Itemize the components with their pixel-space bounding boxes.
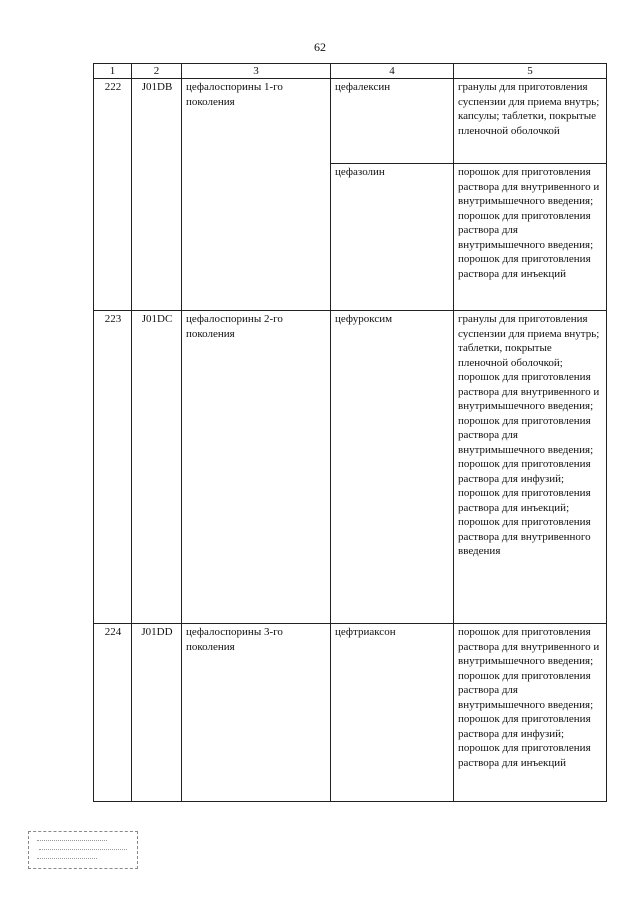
- stamp-box: [28, 831, 138, 869]
- atc-code: J01DB: [132, 79, 182, 311]
- page-number: 62: [314, 40, 326, 54]
- drug-group: цефалоспорины 2-го поколения: [182, 311, 331, 624]
- header-cell: 3: [182, 64, 331, 79]
- drug-table: [93, 63, 607, 802]
- table-row: [94, 624, 607, 802]
- header-row: [94, 64, 607, 79]
- atc-code: J01DC: [132, 311, 182, 624]
- drug-name: цефуроксим: [331, 311, 454, 624]
- header-cell: 2: [132, 64, 182, 79]
- row-number: 223: [94, 311, 132, 624]
- drug-name: цефтриаксон: [331, 624, 454, 802]
- header-cell: 1: [94, 64, 132, 79]
- dosage-form: гранулы для приготовления суспензии для приема внутрь; капсулы; таблетки, покрытые пленочной оболочкой: [454, 79, 607, 164]
- drug-group: цефалоспорины 1-го поколения: [182, 79, 331, 311]
- dosage-form: гранулы для приготовления суспензии для приема внутрь; таблетки, покрытые пленочной оболочкой; порошок для приготовления раствора для внутривенного и внутримышечного введения; порошок для приготовления раствора для внутримышечного введения; порошок для приготовления раствора для инфузий; порошок для приготовления раствора для инъекций; порошок для приготовления раствора для внутривенного введения: [454, 311, 607, 624]
- drug-name: цефазолин: [331, 164, 454, 311]
- row-number: 222: [94, 79, 132, 311]
- row-number: 224: [94, 624, 132, 802]
- header-cell: 4: [331, 64, 454, 79]
- atc-code: J01DD: [132, 624, 182, 802]
- table-row: [94, 311, 607, 624]
- drug-name: цефалексин: [331, 79, 454, 164]
- header-cell: 5: [454, 64, 607, 79]
- table-row: [94, 79, 607, 164]
- drug-group: цефалоспорины 3-го поколения: [182, 624, 331, 802]
- dosage-form: порошок для приготовления раствора для внутривенного и внутримышечного введения; порошок для приготовления раствора для внутримышечного введения; порошок для приготовления раствора для инъекций: [454, 164, 607, 311]
- dosage-form: порошок для приготовления раствора для внутривенного и внутримышечного введения; порошок для приготовления раствора для внутримышечного введения; порошок для приготовления раствора для инфузий; порошок для приготовления раствора для инъекций: [454, 624, 607, 802]
